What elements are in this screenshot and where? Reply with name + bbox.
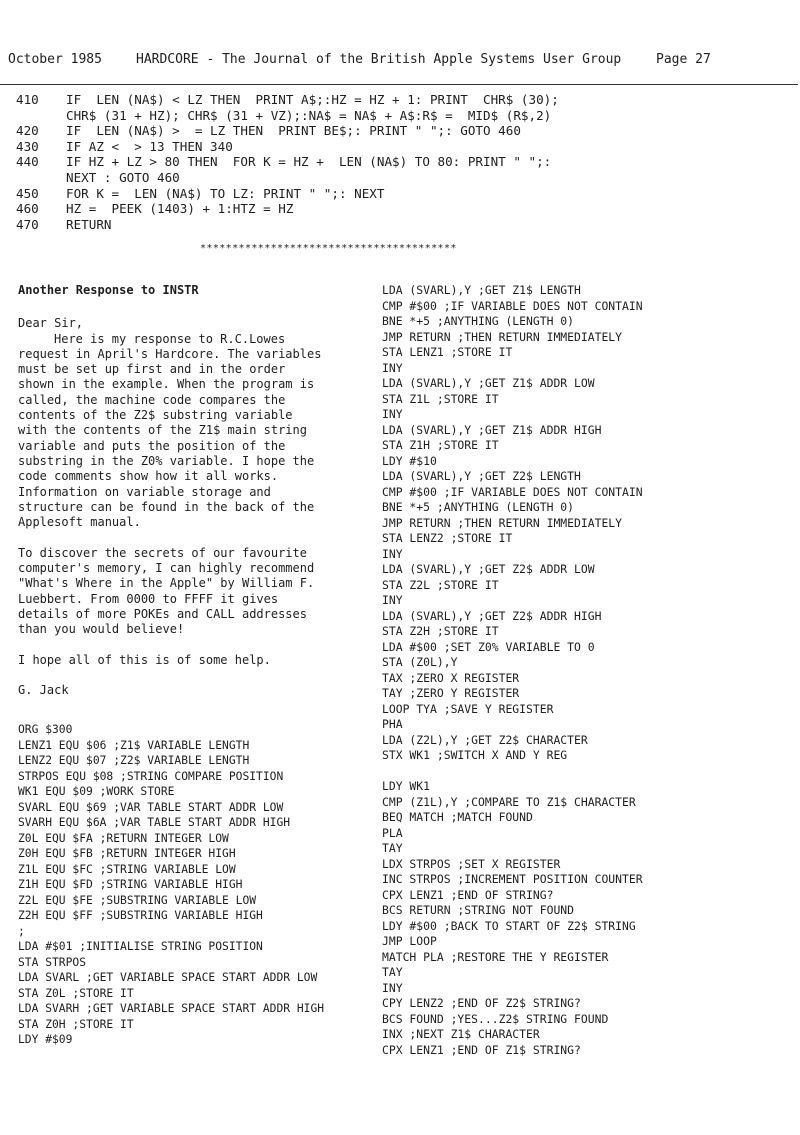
code-line: SVARH EQU $6A ;VAR TABLE START ADDR HIGH xyxy=(18,816,291,829)
code-line: STA STRPOS xyxy=(18,955,87,969)
code-line: CPX LENZ1 ;END OF STRING? xyxy=(382,887,554,902)
code-line: BEQ MATCH ;MATCH FOUND xyxy=(382,810,533,824)
code-line: JMP RETURN ;THEN RETURN IMMEDIATELY xyxy=(382,515,623,530)
code-line: PLA xyxy=(382,825,403,840)
code-line: LOOP TYA ;SAVE Y REGISTER xyxy=(382,701,554,716)
code-line: Z0H EQU $FB ;RETURN INTEGER HIGH xyxy=(18,847,236,860)
code-line: INY xyxy=(382,407,403,421)
code-line: STA LENZ1 ;STORE IT xyxy=(382,345,513,359)
code-line: LDX STRPOS ;SET X REGISTER xyxy=(382,856,561,871)
article-title: Another Response to INSTR xyxy=(18,283,199,297)
basic-line xyxy=(16,217,786,233)
basic-code: HZ = PEEK (1403) + 1:HTZ = HZ xyxy=(66,201,294,217)
code-line: TAY xyxy=(382,841,403,855)
basic-line xyxy=(16,186,786,202)
code-line: CPY LENZ2 ;END OF Z2$ STRING? xyxy=(382,996,581,1010)
letter-paragraph: I hope all of this is of some help. xyxy=(18,652,271,667)
code-line: STA Z2L ;STORE IT xyxy=(382,577,499,592)
code-line: PHA xyxy=(382,717,403,731)
code-line: STRPOS EQU $08 ;STRING COMPARE POSITION xyxy=(18,769,284,783)
basic-code: RETURN xyxy=(66,216,112,232)
assembly-listing-right xyxy=(382,283,792,1058)
basic-code: IF LEN (NA$) < LZ THEN PRINT A$;:HZ = HZ + 1: PRINT CHR$ (30); xyxy=(66,92,559,107)
code-line: INY xyxy=(382,593,403,607)
code-line: LENZ1 EQU $06 ;Z1$ VARIABLE LENGTH xyxy=(18,738,250,752)
code-line: STA Z0H ;STORE IT xyxy=(18,1017,134,1031)
code-line: STA Z0L ;STORE IT xyxy=(18,986,134,1000)
basic-line-number: 470 xyxy=(16,216,39,232)
section-separator: **************************************** xyxy=(200,243,457,254)
code-line: BCS FOUND ;YES...Z2$ STRING FOUND xyxy=(382,1011,609,1026)
letter-paragraph: To discover the secrets of our favourite computer's memory, I can highly recommend "What's Where in the Apple" by William F. Luebbert. From 0000 to FFFF it gives details of more POKEs and CALL addresses than you would believe! xyxy=(18,545,315,637)
basic-code: IF HZ + LZ > 80 THEN FOR K = HZ + LEN (NA$) TO 80: PRINT " ";: xyxy=(66,154,552,170)
basic-line xyxy=(16,170,786,186)
code-line: LDA #$01 ;INITIALISE STRING POSITION xyxy=(18,940,263,953)
header-rule xyxy=(0,84,798,85)
code-line: LDY #$09 xyxy=(18,1033,73,1046)
code-line: Z1L EQU $FC ;STRING VARIABLE LOW xyxy=(18,862,236,876)
code-line: BNE *+5 ;ANYTHING (LENGTH 0) xyxy=(382,314,575,328)
basic-line-number: 410 xyxy=(16,92,39,107)
journal-title: HARDCORE - The Journal of the British Apple Systems User Group xyxy=(136,52,622,67)
basic-line-number: 420 xyxy=(16,123,39,139)
code-line: BNE *+5 ;ANYTHING (LENGTH 0) xyxy=(382,500,575,514)
code-line: STA Z2H ;STORE IT xyxy=(382,624,499,638)
basic-code: CHR$ (31 + HZ); CHR$ (31 + VZ);:NA$ = NA$ + A$:R$ = MID$ (R$,2) xyxy=(66,107,552,123)
basic-line xyxy=(16,123,786,139)
code-line: Z0L EQU $FA ;RETURN INTEGER LOW xyxy=(18,831,229,845)
code-line: STA Z1H ;STORE IT xyxy=(382,438,499,452)
basic-code: IF AZ < > 13 THEN 340 xyxy=(66,138,233,154)
code-line: STA LENZ2 ;STORE IT xyxy=(382,531,513,545)
code-line: JMP LOOP xyxy=(382,934,437,948)
basic-line-number: 440 xyxy=(16,154,39,170)
basic-code: FOR K = LEN (NA$) TO LZ: PRINT " ";: NEXT xyxy=(66,185,385,201)
code-line: TAY xyxy=(382,965,403,979)
basic-line-number: 450 xyxy=(16,185,39,201)
code-line: LDA (SVARL),Y ;GET Z2$ ADDR LOW xyxy=(382,562,595,576)
code-line: ORG $300 xyxy=(18,723,73,736)
code-line: Z2H EQU $FF ;SUBSTRING VARIABLE HIGH xyxy=(18,909,263,922)
salutation: Dear Sir, xyxy=(18,316,84,331)
letter-paragraph: Here is my response to R.C.Lowes request in April's Hardcore. The variables must be set up first and in the order shown in the example. When the program is called, the machine code compares the contents of the Z2$ substring variable with the contents of the Z1$ main string variable and puts the position of the substring in the Z0% variable. I hope the code comments show how it all works. Information on variable storage and structure can be found in the back of the Applesoft manual. xyxy=(18,331,322,530)
code-line: LDA (SVARL),Y ;GET Z2$ LENGTH xyxy=(382,469,581,483)
code-line: LDA (SVARL),Y ;GET Z2$ ADDR HIGH xyxy=(382,608,602,623)
code-line: BCS RETURN ;STRING NOT FOUND xyxy=(382,903,575,917)
code-line: Z2L EQU $FE ;SUBSTRING VARIABLE LOW xyxy=(18,893,257,907)
code-line: Z1H EQU $FD ;STRING VARIABLE HIGH xyxy=(18,878,243,891)
code-line: SVARL EQU $69 ;VAR TABLE START ADDR LOW xyxy=(18,800,284,814)
code-line: TAY ;ZERO Y REGISTER xyxy=(382,686,520,700)
basic-line xyxy=(16,108,786,124)
code-line: LDA SVARH ;GET VARIABLE SPACE START ADDR HIGH xyxy=(18,1002,325,1015)
letter xyxy=(18,283,368,714)
code-line: LDA SVARL ;GET VARIABLE SPACE START ADDR LOW xyxy=(18,971,318,984)
basic-code: IF LEN (NA$) > = LZ THEN PRINT BE$;: PRINT " ";: GOTO 460 xyxy=(66,123,521,139)
code-line: CMP #$00 ;IF VARIABLE DOES NOT CONTAIN xyxy=(382,484,643,499)
signature: G. Jack xyxy=(18,683,69,698)
code-line: LDA (SVARL),Y ;GET Z1$ ADDR HIGH xyxy=(382,422,602,437)
page-number: Page 27 xyxy=(656,52,711,67)
code-line: LDY #$00 ;BACK TO START OF Z2$ STRING xyxy=(382,918,636,933)
code-line: LDA (Z2L),Y ;GET Z2$ CHARACTER xyxy=(382,732,588,747)
code-line: MATCH PLA ;RESTORE THE Y REGISTER xyxy=(382,949,609,964)
basic-line xyxy=(16,139,786,155)
code-line: INX ;NEXT Z1$ CHARACTER xyxy=(382,1027,540,1041)
code-line: LDA (SVARL),Y ;GET Z1$ LENGTH xyxy=(382,283,581,297)
code-line: LDY #$10 xyxy=(382,453,437,468)
basic-line xyxy=(16,154,786,170)
code-line: LDY WK1 xyxy=(382,779,431,793)
code-line: INY xyxy=(382,360,403,375)
code-line: CMP (Z1L),Y ;COMPARE TO Z1$ CHARACTER xyxy=(382,794,636,809)
code-line: CMP #$00 ;IF VARIABLE DOES NOT CONTAIN xyxy=(382,298,643,313)
code-line: STA Z1L ;STORE IT xyxy=(382,391,499,406)
code-line: LENZ2 EQU $07 ;Z2$ VARIABLE LENGTH xyxy=(18,754,250,767)
basic-line-number: 430 xyxy=(16,138,39,154)
basic-line-number xyxy=(16,170,66,186)
basic-code: NEXT : GOTO 460 xyxy=(66,169,180,185)
code-line xyxy=(382,764,792,780)
basic-line-number: 460 xyxy=(16,201,39,217)
code-line: ; xyxy=(18,924,25,938)
code-line: LDA #$00 ;SET Z0% VARIABLE TO 0 xyxy=(382,639,595,654)
code-line: INY xyxy=(382,546,403,561)
code-line: WK1 EQU $09 ;WORK STORE xyxy=(18,785,175,798)
code-line: STX WK1 ;SWITCH X AND Y REG xyxy=(382,748,568,762)
code-line: CPX LENZ1 ;END OF Z1$ STRING? xyxy=(382,1042,581,1057)
code-line: TAX ;ZERO X REGISTER xyxy=(382,670,520,685)
basic-line xyxy=(16,201,786,217)
code-line: INY xyxy=(382,980,403,995)
basic-line xyxy=(16,92,786,108)
code-line: LDA (SVARL),Y ;GET Z1$ ADDR LOW xyxy=(382,376,595,390)
basic-line-number xyxy=(16,108,66,124)
code-line: STA (Z0L),Y xyxy=(382,655,458,669)
issue-date: October 1985 xyxy=(8,52,102,67)
basic-listing xyxy=(16,92,786,232)
code-line: JMP RETURN ;THEN RETURN IMMEDIATELY xyxy=(382,329,623,344)
code-line: INC STRPOS ;INCREMENT POSITION COUNTER xyxy=(382,872,643,886)
assembly-listing-left xyxy=(18,722,378,1048)
